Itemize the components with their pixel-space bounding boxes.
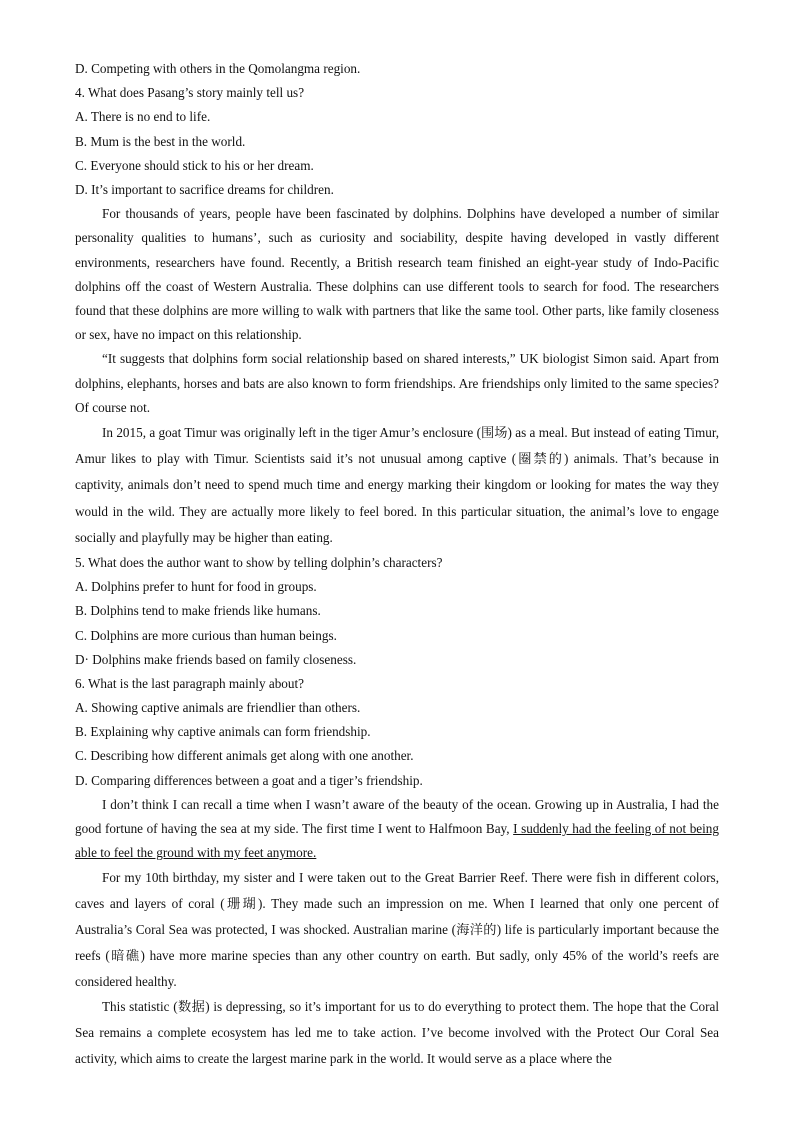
passage-c-paragraph-2: “It suggests that dolphins form social relationship based on shared interests,” UK biologist Simon said. Apart from dolphins, elephants, horses and bats are also known to form friendships. Are friendships only limited to the same species? Of course not. xyxy=(75,351,719,415)
q5-option-c: C. Dolphins are more curious than human beings. xyxy=(75,627,337,643)
passage-d-paragraph-3: This statistic (数据) is depressing, so it’s important for us to do everything to protect them. The hope that the Coral Sea remains a complete ecosystem has led me to take action. I’ve become involved with the Protect Our Coral Sea activity, which aims to create the largest marine park in the world. It would serve as a place where the xyxy=(75,999,719,1067)
q5-option-b: B. Dolphins tend to make friends like humans. xyxy=(75,603,321,619)
q4-option-c: C. Everyone should stick to his or her dream. xyxy=(75,157,314,173)
passage-c-paragraph-1: For thousands of years, people have been fascinated by dolphins. Dolphins have developed a number of similar personality qualities to humans’, such as curiosity and sociability, despite having developed in vastly different environments, researchers have found. Recently, a British research team finished an eight-year study of Indo-Pacific dolphins off the coast of Western Australia. These dolphins can use different tools to search for food. The researchers found that these dolphins are more willing to walk with partners that like the same tool. Other parts, like family closeness or sex, have no impact on this relationship. xyxy=(75,206,719,343)
passage-c-paragraph-3: In 2015, a goat Timur was originally left in the tiger Amur’s enclosure (围场) as a meal. But instead of eating Timur, Amur likes to play with Timur. Scientists said it’s not unusual among captive (圈禁的) animals. That’s because in captivity, animals don’t need to spend much time and energy marking their kingdom or looking for mates the way they would in the wild. They are actually more likely to feel bored. In this particular situation, the animal’s love to engage socially and playfully may be higher than eating. xyxy=(75,424,719,545)
document-page xyxy=(75,57,719,1072)
passage-d-paragraph-1-text: I don’t think I can recall a time when I wasn’t aware of the beauty of the ocean. Growing up in Australia, I had the good fortune of having the sea at my side. The first time I went to Halfmoon Bay, xyxy=(75,796,719,837)
q6-option-a: A. Showing captive animals are friendlier than others. xyxy=(75,700,361,716)
q5-option-a: A. Dolphins prefer to hunt for food in groups. xyxy=(75,579,317,595)
q6-option-d: D. Comparing differences between a goat and a tiger’s friendship. xyxy=(75,772,423,788)
q4-option-b: B. Mum is the best in the world. xyxy=(75,133,246,149)
passage-d-paragraph-2: For my 10th birthday, my sister and I were taken out to the Great Barrier Reef. There were fish in different colors, caves and layers of coral (珊瑚). They made such an impression on me. When I learned that only one percent of Australia’s Coral Sea was protected, I was shocked. Australian marine (海洋的) life is particularly important because the reefs (暗礁) have more marine species than any other country on earth. But sadly, only 45% of the world’s reefs are considered healthy. xyxy=(75,870,719,989)
q5-question: 5. What does the author want to show by telling dolphin’s characters? xyxy=(75,554,443,570)
q6-option-c: C. Describing how different animals get along with one another. xyxy=(75,748,414,764)
underlined-sentence: I suddenly had the feeling of not being able to feel the ground with my feet anymore. xyxy=(75,821,719,861)
q5-option-d: D· Dolphins make friends based on family closeness. xyxy=(75,651,357,667)
q4-option-d: D. It’s important to sacrifice dreams for children. xyxy=(75,181,334,197)
q3-option-d: D. Competing with others in the Qomolangma region. xyxy=(75,61,361,76)
q6-option-b: B. Explaining why captive animals can form friendship. xyxy=(75,724,371,740)
passage-d-paragraph-1 xyxy=(75,793,719,866)
q6-question: 6. What is the last paragraph mainly about? xyxy=(75,675,305,691)
q4-option-a: A. There is no end to life. xyxy=(75,109,211,125)
q4-question: 4. What does Pasang’s story mainly tell us? xyxy=(75,85,305,101)
